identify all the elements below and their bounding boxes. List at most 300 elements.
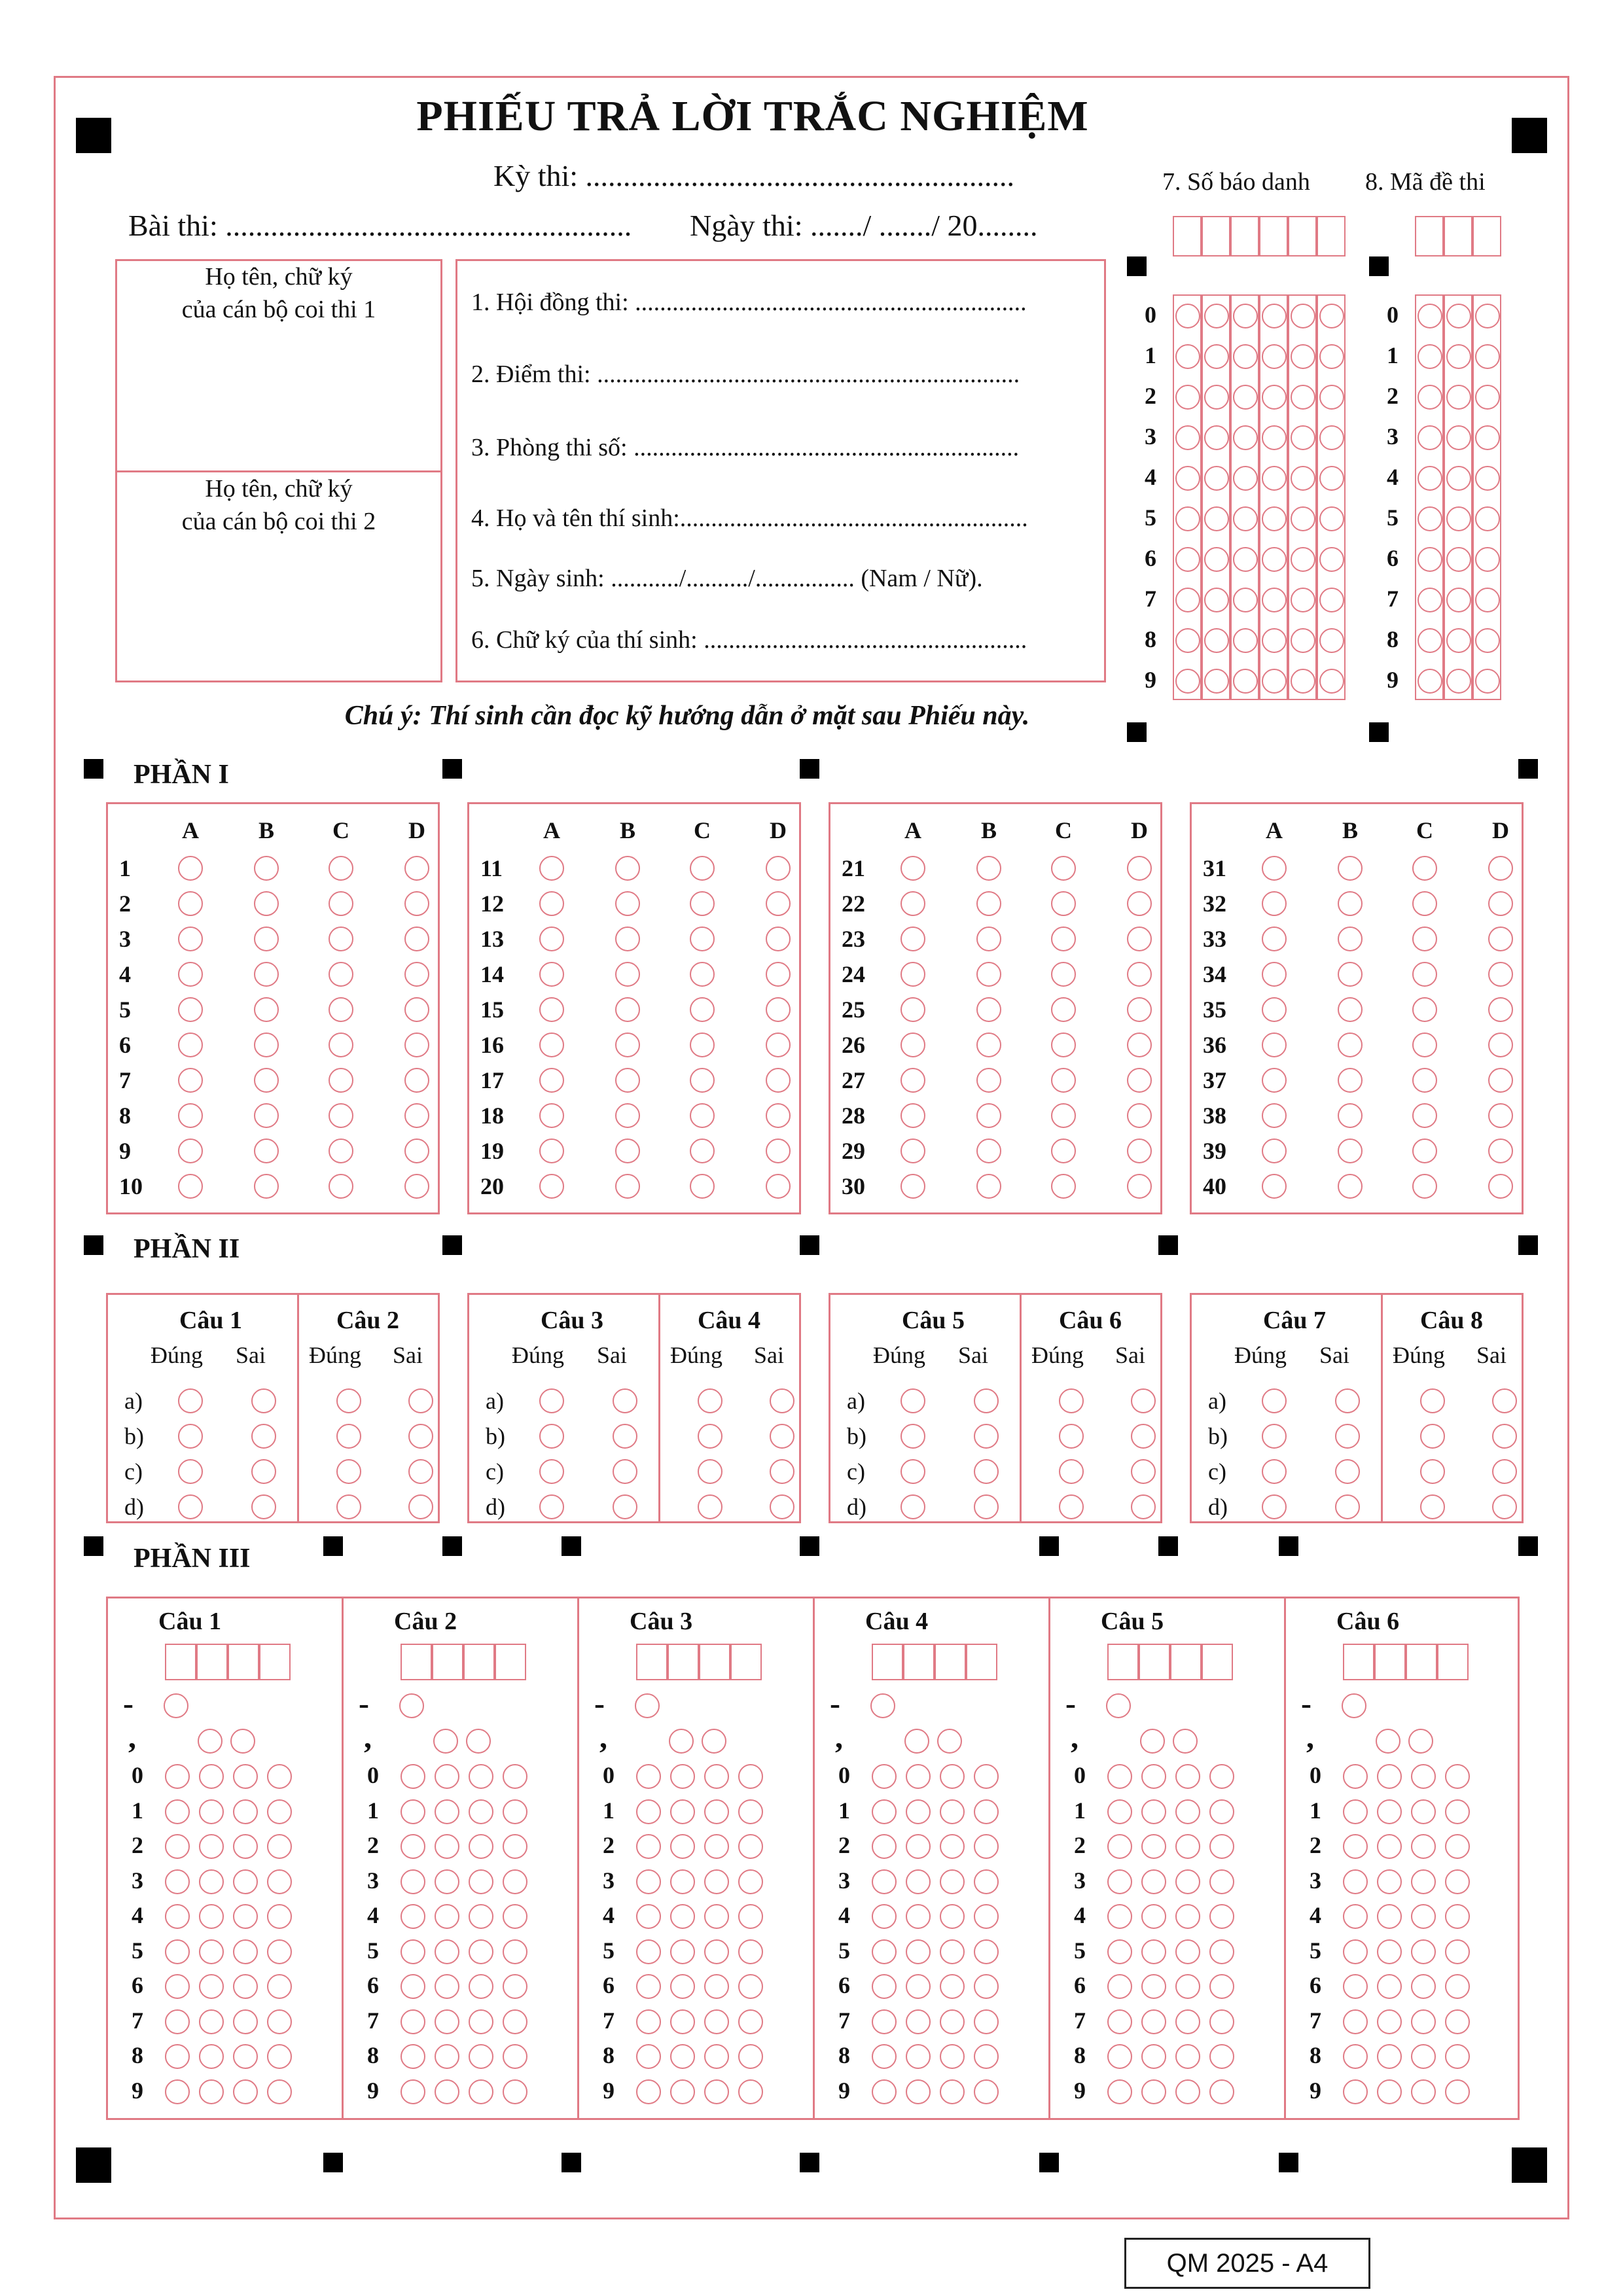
false-bubble[interactable] xyxy=(251,1424,276,1449)
true-bubble[interactable] xyxy=(336,1388,361,1413)
answer-bubble[interactable] xyxy=(1377,1869,1402,1894)
answer-bubble[interactable] xyxy=(267,1799,292,1824)
answer-bubble[interactable] xyxy=(178,962,203,987)
answer-bubble[interactable] xyxy=(1262,962,1287,987)
answer-bubble[interactable] xyxy=(1343,1904,1368,1929)
answer-bubble[interactable] xyxy=(435,1834,459,1859)
answer-bubble[interactable] xyxy=(1209,1904,1234,1929)
answer-bubble[interactable] xyxy=(901,891,925,916)
true-bubble[interactable] xyxy=(1059,1424,1084,1449)
answer-bubble[interactable] xyxy=(1127,1139,1152,1163)
answer-bubble[interactable] xyxy=(1209,2044,1234,2069)
answer-bubble[interactable] xyxy=(690,1103,715,1128)
answer-bubble[interactable] xyxy=(329,1174,353,1199)
answer-bubble[interactable] xyxy=(1343,1974,1368,1999)
answer-bubble[interactable] xyxy=(1319,385,1344,410)
answer-bubble[interactable] xyxy=(401,1764,425,1789)
answer-bubble[interactable] xyxy=(199,1974,224,1999)
true-bubble[interactable] xyxy=(901,1424,925,1449)
answer-bubble[interactable] xyxy=(1338,997,1363,1022)
true-bubble[interactable] xyxy=(1262,1459,1287,1484)
answer-bubble[interactable] xyxy=(690,1068,715,1093)
answer-bubble[interactable] xyxy=(636,1764,661,1789)
answer-bubble[interactable] xyxy=(1175,1834,1200,1859)
answer-bubble[interactable] xyxy=(1338,1033,1363,1057)
answer-bubble[interactable] xyxy=(1209,1974,1234,1999)
answer-bubble[interactable] xyxy=(1446,385,1471,410)
answer-bubble[interactable] xyxy=(1377,1764,1402,1789)
answer-bubble[interactable] xyxy=(539,1068,564,1093)
answer-bubble[interactable] xyxy=(404,891,429,916)
answer-bubble[interactable] xyxy=(766,962,791,987)
answer-bubble[interactable] xyxy=(178,1068,203,1093)
answer-bubble[interactable] xyxy=(404,1033,429,1057)
answer-bubble[interactable] xyxy=(1418,425,1442,450)
answer-bubble[interactable] xyxy=(1107,1799,1132,1824)
answer-bubble[interactable] xyxy=(199,1904,224,1929)
answer-bubble[interactable] xyxy=(1446,425,1471,450)
answer-bubble[interactable] xyxy=(1051,1103,1076,1128)
answer-bubble[interactable] xyxy=(1377,1904,1402,1929)
answer-bubble[interactable] xyxy=(267,2044,292,2069)
answer-bubble[interactable] xyxy=(1175,1869,1200,1894)
answer-bubble[interactable] xyxy=(974,2079,999,2104)
answer-bubble[interactable] xyxy=(1262,466,1287,491)
answer-bubble[interactable] xyxy=(1175,2044,1200,2069)
digit-entry-box[interactable] xyxy=(1259,216,1288,256)
answer-bubble[interactable] xyxy=(1233,547,1258,572)
answer-bubble[interactable] xyxy=(539,1139,564,1163)
answer-bubble[interactable] xyxy=(1475,669,1500,694)
false-bubble[interactable] xyxy=(1335,1388,1360,1413)
answer-bubble[interactable] xyxy=(435,1939,459,1964)
false-bubble[interactable] xyxy=(770,1459,794,1484)
answer-bubble[interactable] xyxy=(165,2044,190,2069)
answer-bubble[interactable] xyxy=(976,962,1001,987)
answer-bubble[interactable] xyxy=(766,1033,791,1057)
answer-bubble[interactable] xyxy=(1233,385,1258,410)
answer-bubble[interactable] xyxy=(940,1799,965,1824)
answer-bubble[interactable] xyxy=(766,997,791,1022)
answer-bubble[interactable] xyxy=(1175,1764,1200,1789)
answer-bubble[interactable] xyxy=(1175,669,1200,694)
answer-bubble[interactable] xyxy=(670,1834,695,1859)
answer-bubble[interactable] xyxy=(738,1974,763,1999)
answer-bubble[interactable] xyxy=(404,1103,429,1128)
answer-bubble[interactable] xyxy=(906,1764,931,1789)
false-bubble[interactable] xyxy=(1131,1424,1156,1449)
answer-bubble[interactable] xyxy=(1418,344,1442,369)
answer-bubble[interactable] xyxy=(178,1139,203,1163)
answer-bubble[interactable] xyxy=(766,1139,791,1163)
answer-bubble[interactable] xyxy=(329,891,353,916)
answer-bubble[interactable] xyxy=(267,1869,292,1894)
answer-bubble[interactable] xyxy=(165,2009,190,2034)
answer-bubble[interactable] xyxy=(1051,962,1076,987)
answer-bubble[interactable] xyxy=(872,1939,897,1964)
answer-bubble[interactable] xyxy=(906,2044,931,2069)
false-bubble[interactable] xyxy=(408,1424,433,1449)
answer-bubble[interactable] xyxy=(1475,628,1500,653)
answer-bubble[interactable] xyxy=(940,1869,965,1894)
answer-bubble[interactable] xyxy=(178,891,203,916)
answer-entry-box[interactable] xyxy=(165,1644,196,1680)
answer-bubble[interactable] xyxy=(1127,962,1152,987)
answer-bubble[interactable] xyxy=(906,1974,931,1999)
answer-bubble[interactable] xyxy=(1262,547,1287,572)
answer-bubble[interactable] xyxy=(469,1974,493,1999)
answer-bubble[interactable] xyxy=(1343,1799,1368,1824)
digit-entry-box[interactable] xyxy=(1472,216,1501,256)
answer-bubble[interactable] xyxy=(254,962,279,987)
answer-bubble[interactable] xyxy=(1445,1904,1470,1929)
false-bubble[interactable] xyxy=(974,1494,999,1519)
answer-bubble[interactable] xyxy=(690,1139,715,1163)
minus-bubble[interactable] xyxy=(635,1693,660,1718)
answer-bubble[interactable] xyxy=(1319,588,1344,612)
answer-bubble[interactable] xyxy=(1446,588,1471,612)
answer-bubble[interactable] xyxy=(1488,856,1513,881)
true-bubble[interactable] xyxy=(178,1494,203,1519)
answer-bubble[interactable] xyxy=(636,1869,661,1894)
answer-bubble[interactable] xyxy=(940,1834,965,1859)
answer-bubble[interactable] xyxy=(1446,344,1471,369)
answer-bubble[interactable] xyxy=(1204,547,1229,572)
answer-bubble[interactable] xyxy=(435,2044,459,2069)
answer-entry-box[interactable] xyxy=(432,1644,463,1680)
answer-bubble[interactable] xyxy=(401,2044,425,2069)
answer-bubble[interactable] xyxy=(1291,344,1315,369)
answer-bubble[interactable] xyxy=(670,1904,695,1929)
comma-bubble[interactable] xyxy=(1408,1729,1433,1754)
answer-bubble[interactable] xyxy=(1262,669,1287,694)
answer-bubble[interactable] xyxy=(1377,2079,1402,2104)
answer-bubble[interactable] xyxy=(1262,1033,1287,1057)
true-bubble[interactable] xyxy=(1262,1388,1287,1413)
answer-bubble[interactable] xyxy=(539,997,564,1022)
answer-bubble[interactable] xyxy=(1338,891,1363,916)
minus-bubble[interactable] xyxy=(1342,1693,1366,1718)
answer-bubble[interactable] xyxy=(1319,425,1344,450)
digit-entry-box[interactable] xyxy=(1288,216,1317,256)
answer-bubble[interactable] xyxy=(178,1033,203,1057)
answer-bubble[interactable] xyxy=(1412,1174,1437,1199)
answer-bubble[interactable] xyxy=(267,2009,292,2034)
answer-bubble[interactable] xyxy=(940,1939,965,1964)
answer-bubble[interactable] xyxy=(1488,1174,1513,1199)
answer-bubble[interactable] xyxy=(401,1939,425,1964)
answer-bubble[interactable] xyxy=(254,927,279,951)
answer-bubble[interactable] xyxy=(1051,1139,1076,1163)
answer-bubble[interactable] xyxy=(469,1834,493,1859)
answer-bubble[interactable] xyxy=(329,927,353,951)
answer-bubble[interactable] xyxy=(976,856,1001,881)
answer-bubble[interactable] xyxy=(1338,1103,1363,1128)
answer-bubble[interactable] xyxy=(254,1139,279,1163)
answer-bubble[interactable] xyxy=(738,1869,763,1894)
false-bubble[interactable] xyxy=(770,1424,794,1449)
answer-bubble[interactable] xyxy=(401,1904,425,1929)
answer-bubble[interactable] xyxy=(940,2044,965,2069)
answer-bubble[interactable] xyxy=(906,2009,931,2034)
false-bubble[interactable] xyxy=(770,1388,794,1413)
answer-bubble[interactable] xyxy=(615,1139,640,1163)
digit-entry-box[interactable] xyxy=(1202,216,1230,256)
true-bubble[interactable] xyxy=(1420,1424,1445,1449)
answer-bubble[interactable] xyxy=(670,2044,695,2069)
answer-bubble[interactable] xyxy=(690,1033,715,1057)
answer-bubble[interactable] xyxy=(329,856,353,881)
comma-bubble[interactable] xyxy=(1173,1729,1198,1754)
answer-bubble[interactable] xyxy=(1338,927,1363,951)
answer-bubble[interactable] xyxy=(940,1764,965,1789)
answer-bubble[interactable] xyxy=(615,1103,640,1128)
answer-bubble[interactable] xyxy=(615,856,640,881)
answer-bubble[interactable] xyxy=(1319,506,1344,531)
answer-bubble[interactable] xyxy=(329,1139,353,1163)
answer-bubble[interactable] xyxy=(670,1939,695,1964)
answer-bubble[interactable] xyxy=(233,2009,258,2034)
digit-entry-box[interactable] xyxy=(1173,216,1202,256)
true-bubble[interactable] xyxy=(1420,1388,1445,1413)
answer-bubble[interactable] xyxy=(690,891,715,916)
answer-bubble[interactable] xyxy=(1411,2044,1436,2069)
answer-bubble[interactable] xyxy=(901,927,925,951)
answer-bubble[interactable] xyxy=(1262,1174,1287,1199)
answer-bubble[interactable] xyxy=(690,997,715,1022)
answer-bubble[interactable] xyxy=(1418,466,1442,491)
answer-bubble[interactable] xyxy=(1377,1834,1402,1859)
answer-bubble[interactable] xyxy=(906,1939,931,1964)
answer-bubble[interactable] xyxy=(539,1033,564,1057)
answer-bubble[interactable] xyxy=(1233,628,1258,653)
answer-bubble[interactable] xyxy=(165,1974,190,1999)
false-bubble[interactable] xyxy=(1131,1388,1156,1413)
answer-bubble[interactable] xyxy=(1411,1764,1436,1789)
answer-entry-box[interactable] xyxy=(1170,1644,1202,1680)
answer-entry-box[interactable] xyxy=(966,1644,997,1680)
false-bubble[interactable] xyxy=(1492,1494,1517,1519)
answer-bubble[interactable] xyxy=(1175,344,1200,369)
answer-bubble[interactable] xyxy=(1141,2079,1166,2104)
answer-bubble[interactable] xyxy=(690,927,715,951)
answer-bubble[interactable] xyxy=(636,1939,661,1964)
false-bubble[interactable] xyxy=(770,1494,794,1519)
answer-bubble[interactable] xyxy=(254,997,279,1022)
answer-bubble[interactable] xyxy=(1204,344,1229,369)
answer-bubble[interactable] xyxy=(1446,466,1471,491)
answer-bubble[interactable] xyxy=(1291,385,1315,410)
answer-bubble[interactable] xyxy=(766,927,791,951)
false-bubble[interactable] xyxy=(1335,1424,1360,1449)
answer-bubble[interactable] xyxy=(401,1834,425,1859)
answer-entry-box[interactable] xyxy=(259,1644,291,1680)
answer-bubble[interactable] xyxy=(503,1939,527,1964)
answer-bubble[interactable] xyxy=(267,1939,292,1964)
answer-bubble[interactable] xyxy=(254,1068,279,1093)
answer-bubble[interactable] xyxy=(1262,588,1287,612)
answer-bubble[interactable] xyxy=(1475,466,1500,491)
answer-bubble[interactable] xyxy=(165,1834,190,1859)
answer-bubble[interactable] xyxy=(901,1068,925,1093)
answer-bubble[interactable] xyxy=(1488,1033,1513,1057)
answer-bubble[interactable] xyxy=(1411,2079,1436,2104)
answer-bubble[interactable] xyxy=(539,891,564,916)
answer-bubble[interactable] xyxy=(1262,385,1287,410)
answer-bubble[interactable] xyxy=(1262,344,1287,369)
answer-bubble[interactable] xyxy=(1377,1974,1402,1999)
answer-bubble[interactable] xyxy=(404,856,429,881)
answer-bubble[interactable] xyxy=(1446,506,1471,531)
answer-entry-box[interactable] xyxy=(668,1644,699,1680)
answer-bubble[interactable] xyxy=(704,1834,729,1859)
answer-bubble[interactable] xyxy=(1051,856,1076,881)
answer-bubble[interactable] xyxy=(503,1764,527,1789)
answer-bubble[interactable] xyxy=(615,997,640,1022)
answer-bubble[interactable] xyxy=(1488,1068,1513,1093)
false-bubble[interactable] xyxy=(408,1459,433,1484)
answer-bubble[interactable] xyxy=(469,1904,493,1929)
answer-bubble[interactable] xyxy=(940,1974,965,1999)
answer-entry-box[interactable] xyxy=(495,1644,526,1680)
true-bubble[interactable] xyxy=(1262,1424,1287,1449)
answer-bubble[interactable] xyxy=(901,962,925,987)
answer-bubble[interactable] xyxy=(1262,628,1287,653)
answer-bubble[interactable] xyxy=(267,1834,292,1859)
answer-bubble[interactable] xyxy=(1319,547,1344,572)
answer-bubble[interactable] xyxy=(670,1974,695,1999)
answer-bubble[interactable] xyxy=(254,1103,279,1128)
answer-bubble[interactable] xyxy=(1343,1939,1368,1964)
answer-bubble[interactable] xyxy=(435,1869,459,1894)
answer-bubble[interactable] xyxy=(1291,588,1315,612)
answer-bubble[interactable] xyxy=(1107,2044,1132,2069)
answer-bubble[interactable] xyxy=(1204,669,1229,694)
answer-entry-box[interactable] xyxy=(1343,1644,1374,1680)
answer-bubble[interactable] xyxy=(1175,304,1200,328)
true-bubble[interactable] xyxy=(336,1494,361,1519)
answer-bubble[interactable] xyxy=(1446,304,1471,328)
true-bubble[interactable] xyxy=(698,1494,722,1519)
answer-bubble[interactable] xyxy=(1412,856,1437,881)
answer-bubble[interactable] xyxy=(1141,2044,1166,2069)
answer-bubble[interactable] xyxy=(1262,927,1287,951)
true-bubble[interactable] xyxy=(539,1388,564,1413)
true-bubble[interactable] xyxy=(901,1494,925,1519)
true-bubble[interactable] xyxy=(698,1459,722,1484)
answer-bubble[interactable] xyxy=(738,1799,763,1824)
answer-bubble[interactable] xyxy=(974,1764,999,1789)
answer-bubble[interactable] xyxy=(401,2009,425,2034)
answer-bubble[interactable] xyxy=(1319,344,1344,369)
answer-bubble[interactable] xyxy=(1338,962,1363,987)
minus-bubble[interactable] xyxy=(1106,1693,1131,1718)
answer-bubble[interactable] xyxy=(199,1799,224,1824)
answer-bubble[interactable] xyxy=(1204,385,1229,410)
comma-bubble[interactable] xyxy=(198,1729,223,1754)
answer-bubble[interactable] xyxy=(1233,588,1258,612)
answer-bubble[interactable] xyxy=(615,927,640,951)
comma-bubble[interactable] xyxy=(466,1729,491,1754)
true-bubble[interactable] xyxy=(1059,1459,1084,1484)
answer-bubble[interactable] xyxy=(1377,1939,1402,1964)
answer-bubble[interactable] xyxy=(435,1799,459,1824)
answer-bubble[interactable] xyxy=(233,1764,258,1789)
answer-bubble[interactable] xyxy=(872,2009,897,2034)
answer-bubble[interactable] xyxy=(199,2044,224,2069)
answer-bubble[interactable] xyxy=(1107,1834,1132,1859)
answer-bubble[interactable] xyxy=(1488,962,1513,987)
answer-bubble[interactable] xyxy=(1418,506,1442,531)
false-bubble[interactable] xyxy=(1492,1459,1517,1484)
answer-bubble[interactable] xyxy=(976,1103,1001,1128)
answer-bubble[interactable] xyxy=(165,2079,190,2104)
true-bubble[interactable] xyxy=(1059,1388,1084,1413)
answer-bubble[interactable] xyxy=(974,2009,999,2034)
answer-bubble[interactable] xyxy=(976,927,1001,951)
minus-bubble[interactable] xyxy=(164,1693,188,1718)
answer-bubble[interactable] xyxy=(1319,669,1344,694)
answer-bubble[interactable] xyxy=(1127,891,1152,916)
answer-bubble[interactable] xyxy=(401,1799,425,1824)
answer-entry-box[interactable] xyxy=(730,1644,762,1680)
answer-bubble[interactable] xyxy=(1418,588,1442,612)
answer-bubble[interactable] xyxy=(615,1068,640,1093)
digit-entry-box[interactable] xyxy=(1415,216,1444,256)
answer-bubble[interactable] xyxy=(1475,547,1500,572)
true-bubble[interactable] xyxy=(698,1388,722,1413)
answer-bubble[interactable] xyxy=(199,1869,224,1894)
answer-bubble[interactable] xyxy=(199,1939,224,1964)
answer-bubble[interactable] xyxy=(1291,506,1315,531)
false-bubble[interactable] xyxy=(613,1459,637,1484)
answer-entry-box[interactable] xyxy=(1437,1644,1469,1680)
false-bubble[interactable] xyxy=(251,1494,276,1519)
answer-bubble[interactable] xyxy=(329,997,353,1022)
answer-bubble[interactable] xyxy=(704,1799,729,1824)
digit-entry-box[interactable] xyxy=(1230,216,1259,256)
answer-bubble[interactable] xyxy=(503,2044,527,2069)
answer-bubble[interactable] xyxy=(704,1939,729,1964)
answer-bubble[interactable] xyxy=(1204,466,1229,491)
answer-bubble[interactable] xyxy=(435,1974,459,1999)
true-bubble[interactable] xyxy=(178,1388,203,1413)
answer-bubble[interactable] xyxy=(1141,2009,1166,2034)
answer-bubble[interactable] xyxy=(1175,466,1200,491)
answer-entry-box[interactable] xyxy=(196,1644,228,1680)
answer-bubble[interactable] xyxy=(1262,304,1287,328)
comma-bubble[interactable] xyxy=(433,1729,458,1754)
answer-bubble[interactable] xyxy=(254,856,279,881)
answer-bubble[interactable] xyxy=(1445,1974,1470,1999)
answer-bubble[interactable] xyxy=(1319,628,1344,653)
answer-bubble[interactable] xyxy=(906,2079,931,2104)
answer-bubble[interactable] xyxy=(872,1764,897,1789)
answer-bubble[interactable] xyxy=(503,1869,527,1894)
answer-bubble[interactable] xyxy=(1209,1764,1234,1789)
answer-bubble[interactable] xyxy=(165,1939,190,1964)
answer-bubble[interactable] xyxy=(1343,1764,1368,1789)
answer-bubble[interactable] xyxy=(940,1904,965,1929)
answer-bubble[interactable] xyxy=(1141,1904,1166,1929)
answer-bubble[interactable] xyxy=(1291,425,1315,450)
answer-bubble[interactable] xyxy=(704,1764,729,1789)
answer-bubble[interactable] xyxy=(435,2009,459,2034)
answer-bubble[interactable] xyxy=(1319,466,1344,491)
answer-bubble[interactable] xyxy=(1412,1033,1437,1057)
answer-bubble[interactable] xyxy=(267,1974,292,1999)
answer-bubble[interactable] xyxy=(1412,1068,1437,1093)
